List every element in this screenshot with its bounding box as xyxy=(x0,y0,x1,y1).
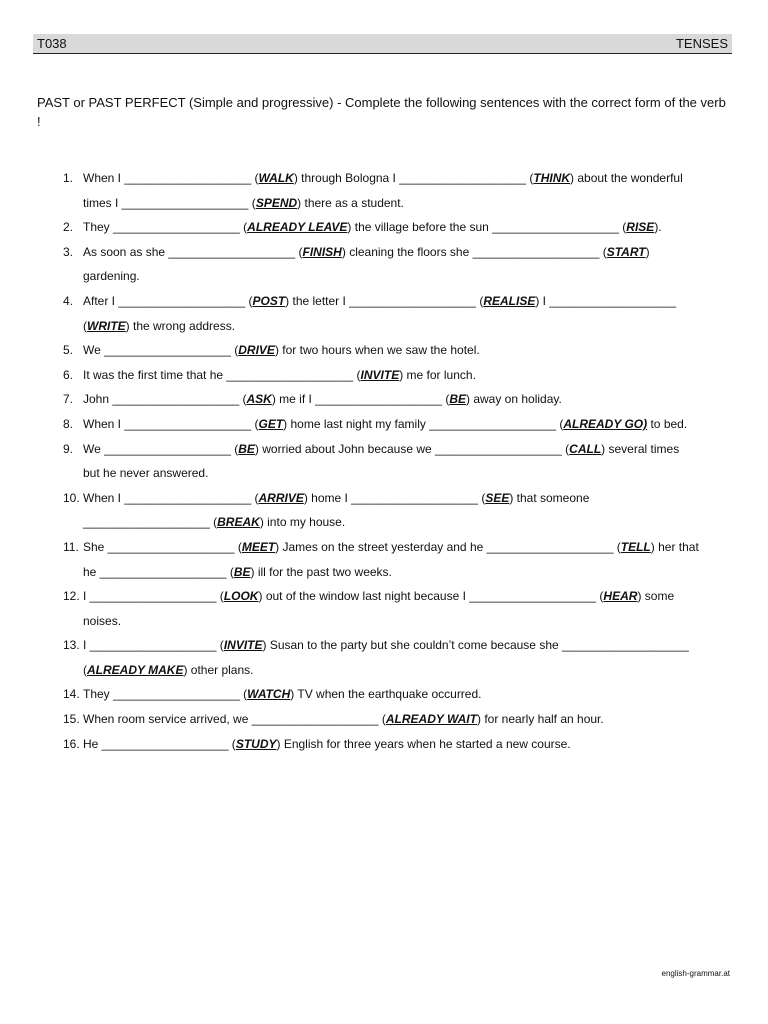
sentence-line: times I ___________________ (SPEND) there as a student. xyxy=(83,195,404,210)
exercise-item xyxy=(37,363,732,388)
verb-cue: DRIVE xyxy=(238,343,275,358)
item-sentence xyxy=(83,215,732,240)
sentence-line: When I ___________________ (ARRIVE) home I ___________________ (SEE) that someone xyxy=(83,490,590,505)
verb-cue: HEAR xyxy=(603,589,638,604)
item-sentence xyxy=(83,363,732,388)
verb-cue: ALREADY GO) xyxy=(563,416,648,431)
worksheet-topic: TENSES xyxy=(675,36,728,51)
sentence-line: When I ___________________ (WALK) through Bologna I ___________________ (THINK) about the wonderful xyxy=(83,171,683,185)
item-number: 13. xyxy=(63,638,80,653)
verb-cue: WATCH xyxy=(247,687,291,702)
verb-cue: FINISH xyxy=(302,244,342,259)
sentence-line: When room service arrived, we ___________________ (ALREADY WAIT) for nearly half an hour. xyxy=(83,712,604,727)
sentence-line: gardening. xyxy=(83,269,140,284)
verb-cue: WRITE xyxy=(87,318,126,333)
exercise-list xyxy=(37,166,732,756)
verb-cue: LOOK xyxy=(223,589,259,604)
sentence-line: ___________________ (BREAK) into my house. xyxy=(83,515,346,530)
item-number: 3. xyxy=(63,244,74,259)
item-number: 4. xyxy=(63,293,74,308)
exercise-item xyxy=(37,166,732,215)
sentence-line: After I ___________________ (POST) the letter I ___________________ (REALISE) I ___________________ xyxy=(83,293,677,308)
verb-cue: INVITE xyxy=(223,638,263,653)
item-sentence xyxy=(83,486,732,535)
exercise-item xyxy=(37,732,732,757)
item-sentence xyxy=(83,338,732,363)
item-sentence xyxy=(83,412,732,437)
verb-cue: BE xyxy=(233,564,251,579)
item-sentence xyxy=(83,535,732,584)
exercise-item xyxy=(37,437,732,486)
verb-cue: REALISE xyxy=(483,293,536,308)
item-number: 1. xyxy=(63,171,74,185)
item-number: 8. xyxy=(63,416,74,431)
verb-cue: SPEND xyxy=(255,195,298,210)
verb-cue: STUDY xyxy=(235,736,277,751)
verb-cue: GET xyxy=(258,416,284,431)
item-number: 11. xyxy=(63,539,79,554)
sentence-line: but he never answered. xyxy=(83,466,209,481)
item-number: 14. xyxy=(63,687,80,702)
sentence-line: John ___________________ (ASK) me if I ___________________ (BE) away on holiday. xyxy=(83,392,562,407)
sentence-line: We ___________________ (DRIVE) for two hours when we saw the hotel. xyxy=(83,343,480,358)
verb-cue: CALL xyxy=(569,441,602,456)
item-number: 9. xyxy=(63,441,74,456)
exercise-item xyxy=(37,535,732,584)
verb-cue: BREAK xyxy=(217,515,260,530)
verb-cue: TELL xyxy=(620,539,651,554)
sentence-line: (ALREADY MAKE) other plans. xyxy=(83,662,254,677)
sentence-line: She ___________________ (MEET) James on the street yesterday and he ___________________ (TELL) her that xyxy=(83,539,699,554)
sentence-line: They ___________________ (ALREADY LEAVE) the village before the sun ___________________ (RISE). xyxy=(83,220,662,235)
sentence-line: I ___________________ (INVITE) Susan to the party but she couldn’t come because she ___________________ xyxy=(83,638,689,653)
exercise-item xyxy=(37,682,732,707)
item-number: 16. xyxy=(63,736,80,751)
exercise-item xyxy=(37,412,732,437)
verb-cue: BE xyxy=(449,392,466,407)
exercise-item xyxy=(37,215,732,240)
verb-cue: THINK xyxy=(533,171,571,185)
item-sentence xyxy=(83,584,732,633)
item-number: 2. xyxy=(63,220,74,235)
item-sentence xyxy=(83,166,732,215)
verb-cue: ASK xyxy=(246,392,272,407)
item-sentence xyxy=(83,289,732,338)
header-bar xyxy=(33,34,732,54)
verb-cue: RISE xyxy=(626,220,655,235)
item-sentence xyxy=(83,732,732,757)
footer-source: english-grammar.at xyxy=(661,969,730,978)
sentence-line: I ___________________ (LOOK) out of the window last night because I ___________________ (HEAR) some xyxy=(83,589,675,604)
sentence-line: noises. xyxy=(83,613,122,628)
exercise-item xyxy=(37,338,732,363)
sentence-line: We ___________________ (BE) worried about John because we ___________________ (CALL) several times xyxy=(83,441,680,456)
item-sentence xyxy=(83,707,732,732)
item-sentence xyxy=(83,633,732,682)
item-sentence xyxy=(83,437,732,486)
item-number: 12. xyxy=(63,589,80,604)
worksheet-code: T038 xyxy=(37,36,67,51)
verb-cue: MEET xyxy=(241,539,276,554)
verb-cue: ALREADY LEAVE xyxy=(247,220,348,235)
sentence-line: He ___________________ (STUDY) English for three years when he started a new course. xyxy=(83,736,571,751)
sentence-line: They ___________________ (WATCH) TV when the earthquake occurred. xyxy=(83,687,482,702)
sentence-line: When I ___________________ (GET) home last night my family ___________________ (ALREADY GO) to bed. xyxy=(83,416,688,431)
sentence-line: he ___________________ (BE) ill for the past two weeks. xyxy=(83,564,392,579)
item-number: 10. xyxy=(63,490,80,505)
item-number: 15. xyxy=(63,712,80,727)
exercise-item xyxy=(37,240,732,289)
verb-cue: ALREADY WAIT xyxy=(385,712,477,727)
exercise-item xyxy=(37,486,732,535)
item-sentence xyxy=(83,387,732,412)
item-sentence xyxy=(83,240,732,289)
exercise-item xyxy=(37,387,732,412)
verb-cue: SEE xyxy=(485,490,510,505)
item-number: 7. xyxy=(63,392,74,407)
instruction-text: PAST or PAST PERFECT (Simple and progressive) - Complete the following sentences with the correct form of the verb ! xyxy=(37,95,726,129)
verb-cue: ALREADY MAKE xyxy=(87,662,184,677)
item-number: 6. xyxy=(63,367,74,382)
verb-cue: POST xyxy=(252,293,286,308)
verb-cue: START xyxy=(606,244,646,259)
sentence-line: It was the first time that he ___________________ (INVITE) me for lunch. xyxy=(83,367,476,382)
verb-cue: ARRIVE xyxy=(258,490,304,505)
sentence-line: (WRITE) the wrong address. xyxy=(83,318,236,333)
verb-cue: WALK xyxy=(258,171,294,185)
item-number: 5. xyxy=(63,343,74,358)
verb-cue: BE xyxy=(238,441,255,456)
exercise-item xyxy=(37,584,732,633)
exercise-item xyxy=(37,633,732,682)
exercise-item xyxy=(37,707,732,732)
sentence-line: As soon as she ___________________ (FINISH) cleaning the floors she ___________________ (START) xyxy=(83,244,650,259)
item-sentence xyxy=(83,682,732,707)
verb-cue: INVITE xyxy=(360,367,400,382)
exercise-item xyxy=(37,289,732,338)
